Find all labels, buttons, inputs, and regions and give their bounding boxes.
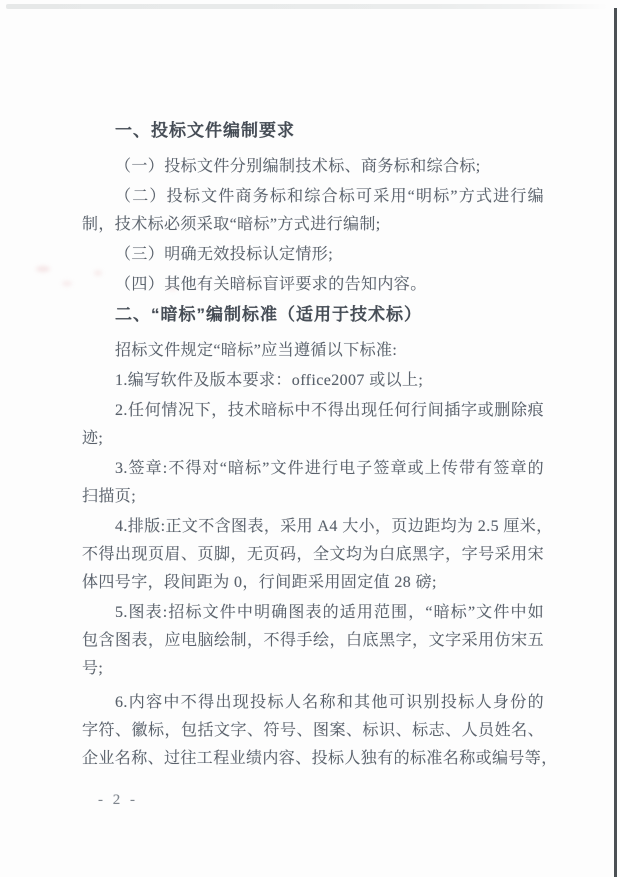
- paragraph-line: 号;: [82, 660, 104, 677]
- paragraph-line: 包含图表，应电脑绘制，不得手绘，白底黑字，文字采用仿宋五: [82, 632, 544, 649]
- page-number: - 2 -: [98, 792, 138, 808]
- document-body: [82, 117, 558, 775]
- paragraph: [82, 367, 544, 395]
- paragraph-line: 2.任何情况下，技术暗标中不得出现任何行间插字或删除痕: [115, 402, 544, 419]
- section-heading: [82, 301, 544, 329]
- paragraph-line: 1.编写软件及版本要求：office2007 或以上;: [115, 372, 424, 389]
- paragraph-line: 字符、徽标，包括文字、符号、图案、标识、标志、人员姓名、: [82, 722, 544, 739]
- paragraph-line: 3.签章:不得对“暗标”文件进行电子签章或上传带有签章的: [115, 460, 544, 477]
- paragraph-line: （四）其他有关暗标盲评要求的告知内容。: [115, 276, 427, 293]
- paragraph-line: 5.图表:招标文件中明确图表的适用范围，“暗标”文件中如: [115, 604, 544, 621]
- paragraph: [82, 337, 544, 365]
- paragraph-line: （三）明确无效投标认定情形;: [115, 246, 334, 263]
- paragraph: [82, 455, 544, 511]
- scan-right-edge-line: [614, 8, 617, 877]
- paragraph-line: 招标文件规定“暗标”应当遵循以下标准:: [115, 342, 398, 359]
- paragraph: [82, 183, 544, 239]
- paragraph: [82, 689, 558, 773]
- paragraph-line: 扫描页;: [82, 488, 137, 505]
- scan-smudge-artifact: [36, 266, 50, 272]
- heading-line: 一、投标文件编制要求: [115, 121, 295, 140]
- paragraph: [82, 513, 553, 597]
- section-heading: [82, 117, 544, 145]
- paragraph-line: 体四号字，段间距为 0，行间距采用固定值 28 磅;: [82, 574, 437, 591]
- paragraph: [82, 271, 544, 299]
- paragraph: [82, 153, 544, 181]
- scan-top-edge-artifact: [6, 4, 608, 9]
- paragraph-line: 不得出现页眉、页脚，无页码，全文均为白底黑字，字号采用宋: [82, 546, 544, 563]
- paragraph: [82, 397, 544, 453]
- paragraph-line: 企业名称、过往工程业绩内容、投标人独有的标准名称或编号等，: [82, 750, 558, 767]
- paragraph-line: 制，技术标必须采取“暗标”方式进行编制;: [82, 216, 381, 233]
- paragraph: [82, 241, 544, 269]
- heading-line: 二、“暗标”编制标准（适用于技术标）: [115, 305, 422, 324]
- paragraph-line: 迹;: [82, 430, 104, 447]
- paragraph-line: 4.排版:正文不含图表，采用 A4 大小，页边距均为 2.5 厘米，: [115, 518, 553, 535]
- paragraph-line: 6.内容中不得出现投标人名称和其他可识别投标人身份的: [115, 694, 544, 711]
- paragraph-line: （二）投标文件商务标和综合标可采用“明标”方式进行编: [115, 188, 544, 205]
- paragraph-line: （一）投标文件分别编制技术标、商务标和综合标;: [115, 158, 481, 175]
- scan-smudge-artifact: [62, 281, 72, 286]
- paragraph: [82, 599, 544, 683]
